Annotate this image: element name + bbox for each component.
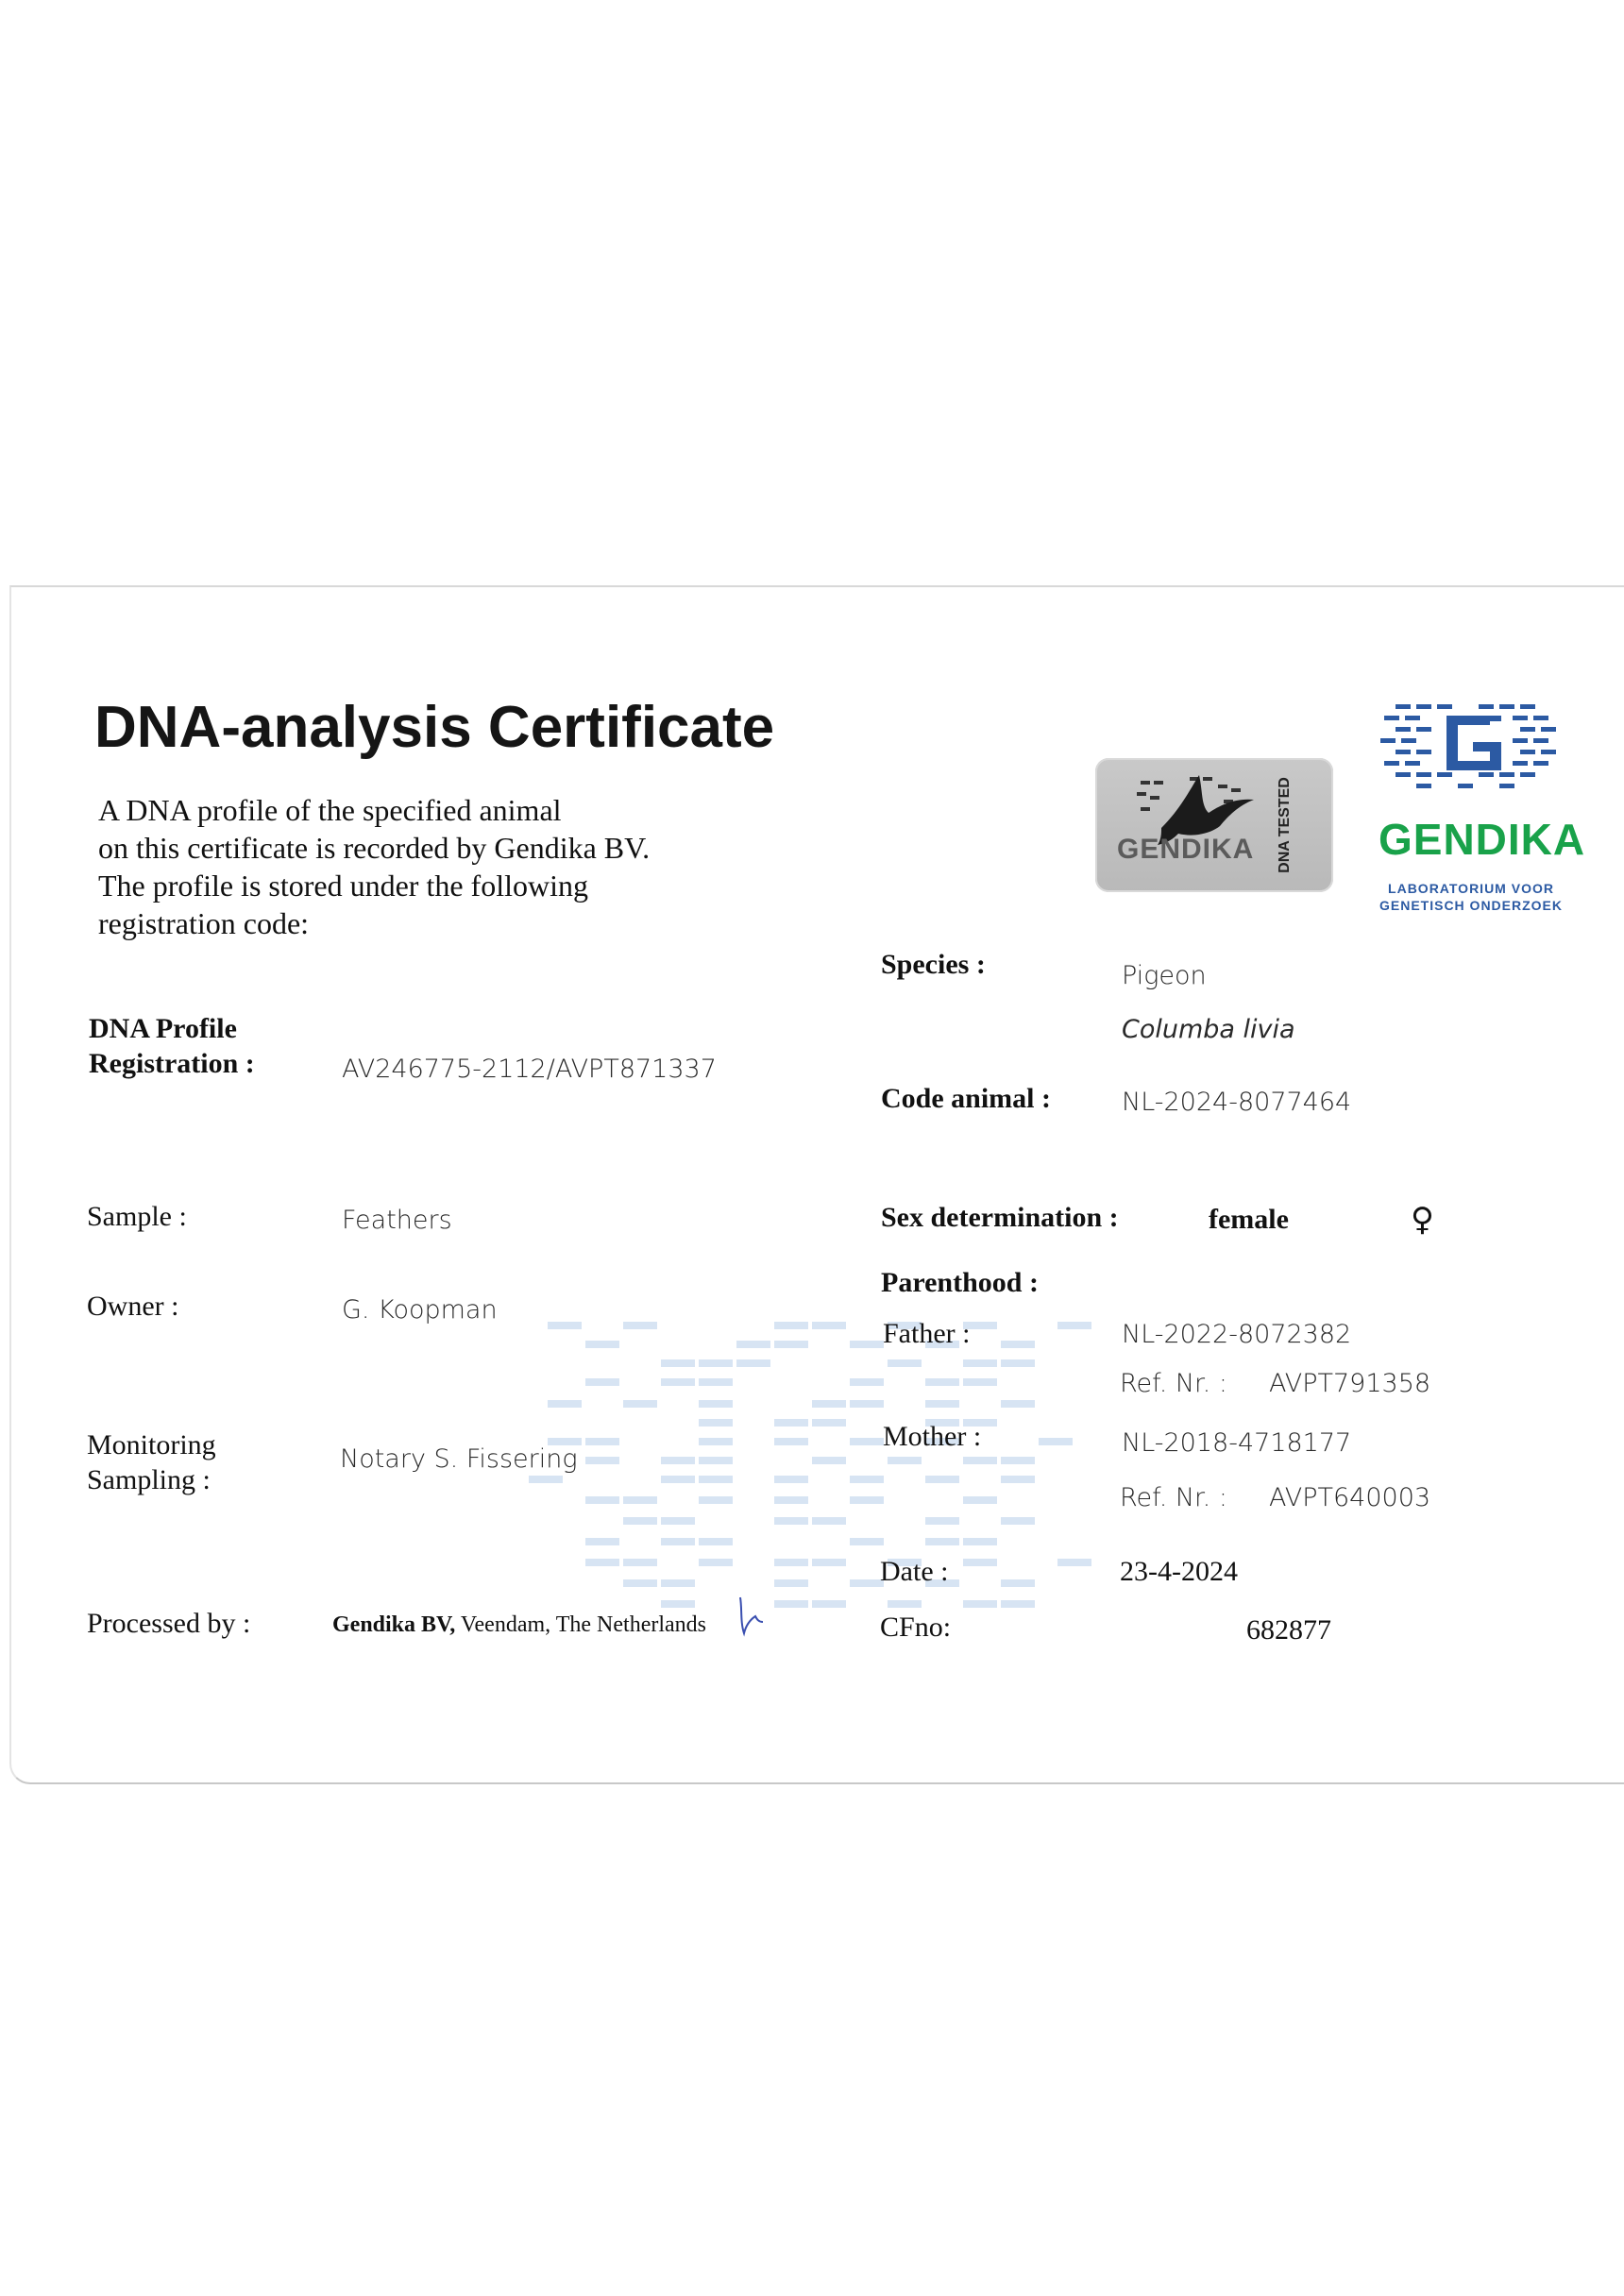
monitoring-label-1: Monitoring	[87, 1429, 216, 1460]
mother-value: NL-2018-4718177	[1122, 1428, 1352, 1458]
mother-label: Mother :	[883, 1421, 982, 1452]
intro-line: A DNA profile of the specified animal	[98, 793, 562, 827]
sample-label: Sample :	[87, 1201, 187, 1232]
species-latin: Columba livia	[1122, 1015, 1295, 1044]
parenthood-label: Parenthood :	[881, 1267, 1039, 1298]
owner-value: G. Koopman	[342, 1295, 498, 1325]
gendika-name: GENDIKA	[1379, 815, 1586, 864]
badge-brand: GENDIKA	[1117, 834, 1255, 865]
sample-value: Feathers	[342, 1206, 452, 1235]
certificate-title: DNA-analysis Certificate	[94, 695, 775, 760]
sex-label: Sex determination :	[881, 1202, 1119, 1233]
monitoring-value: Notary S. Fissering	[340, 1444, 578, 1474]
date-label: Date :	[880, 1556, 949, 1587]
gendika-logo-icon	[1380, 701, 1562, 806]
father-label: Father :	[883, 1318, 971, 1349]
monitoring-label-2: Sampling :	[87, 1464, 211, 1495]
father-value: NL-2022-8072382	[1122, 1320, 1352, 1349]
species-label: Species :	[881, 949, 986, 980]
code-animal-label: Code animal :	[881, 1083, 1051, 1114]
mother-ref-value: AVPT640003	[1269, 1483, 1431, 1512]
father-ref-value: AVPT791358	[1269, 1369, 1431, 1398]
gendika-subtitle: LABORATORIUM VOOR GENETISCH ONDERZOEK	[1379, 881, 1563, 913]
date-value: 23-4-2024	[1120, 1556, 1238, 1587]
registration-label-2: Registration :	[89, 1048, 255, 1079]
intro-text	[98, 791, 650, 942]
registration-label-1: DNA Profile	[89, 1013, 237, 1044]
cfno-label: CFno:	[880, 1612, 952, 1643]
registration-value: AV246775-2112/AVPT871337	[342, 1055, 717, 1084]
signature-icon	[735, 1594, 767, 1637]
father-ref-label: Ref. Nr. :	[1120, 1369, 1227, 1398]
intro-line: on this certificate is recorded by Gendika BV.	[98, 831, 651, 865]
mother-ref-label: Ref. Nr. :	[1120, 1483, 1227, 1512]
sex-value: female	[1209, 1204, 1289, 1235]
processed-label: Processed by :	[87, 1608, 251, 1639]
processed-value	[332, 1612, 706, 1638]
owner-label: Owner :	[87, 1291, 179, 1322]
cfno-value: 682877	[1246, 1614, 1331, 1646]
processed-place: Veendam, The Netherlands	[460, 1612, 706, 1637]
dna-tested-badge	[1095, 758, 1333, 892]
code-animal-value: NL-2024-8077464	[1122, 1088, 1352, 1117]
badge-tested-label: DNA TESTED	[1277, 777, 1293, 873]
intro-line: The profile is stored under the following	[98, 869, 588, 903]
species-common: Pigeon	[1122, 961, 1207, 990]
female-symbol-icon: ♀	[1411, 1201, 1434, 1239]
processed-name: Gendika BV,	[332, 1612, 456, 1637]
intro-line: registration code:	[98, 906, 310, 940]
